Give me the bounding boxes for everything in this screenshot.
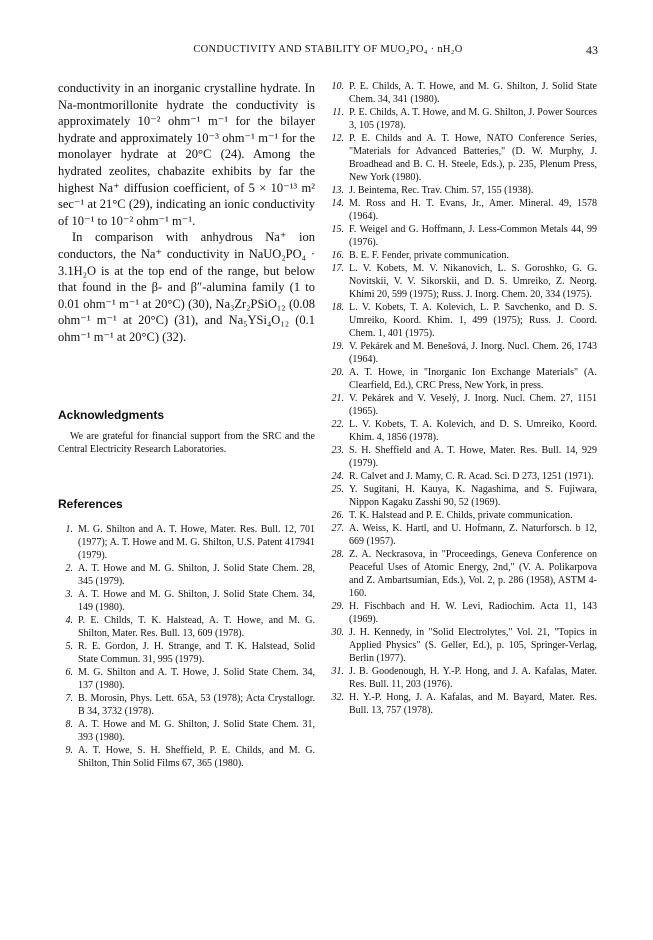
reference-item [58,562,315,588]
body-paragraph-2: In comparison with anhydrous Na⁺ ion conductors, the Na⁺ conductivity in NaUO₂PO₄ · 3.1H₂O is at the top end of the range, but below that found in the β- and β″-alumina family (1 to 0.01 ohm⁻¹ m⁻¹ at 20°C) (30), Na₃Zr₂PSiO₁₂ (0.08 ohm⁻¹ m⁻¹ at 20°C) (31), and Na₅YSi₄O₁₂ (0.1 ohm⁻¹ m⁻¹ at 20°C) (32). [58,230,315,344]
reference-item [329,483,597,509]
reference-text: V. Pekárek and V. Veselý, J. Inorg. Nucl. Chem. 27, 1151 (1965). [349,393,597,417]
reference-item [329,106,597,132]
reference-text: Y. Sugitani, H. Kauya, K. Nagashima, and S. Fujiwara, Nippon Kagaku Zasshi 90, 52 (1969). [349,484,597,508]
reference-text: P. E. Childs, T. K. Halstead, A. T. Howe, and M. G. Shilton, Mater. Res. Bull. 13, 609 (1978). [78,615,315,639]
reference-number: 23. [331,445,344,456]
reference-item [58,692,315,718]
reference-text: A. T. Howe, in "Inorganic Ion Exchange Materials" (A. Clearfield, Ed.), CRC Press, New York, in press. [349,367,597,391]
reference-item [58,588,315,614]
reference-number: 20. [331,367,344,378]
reference-item [329,301,597,340]
reference-text: S. H. Sheffield and A. T. Howe, Mater. Res. Bull. 14, 929 (1979). [349,445,597,469]
reference-number: 11. [332,107,344,118]
reference-number: 6. [65,667,73,678]
reference-text: V. Pekárek and M. Benešová, J. Inorg. Nucl. Chem. 26, 1743 (1964). [349,341,597,365]
reference-number: 8. [65,719,73,730]
reference-number: 17. [331,263,344,274]
reference-text: L. V. Kobets, M. V. Nikanovich, L. S. Goroshko, G. G. Novitskii, V. V. Sikorskii, and D. S. Umreiko, Z. Neorg. Khimi 20, 599 (1975); Russ. J. Inorg. Chem. 20, 334 (1975). [349,263,597,300]
reference-text: M. Ross and H. T. Evans, Jr., Amer. Mineral. 49, 1578 (1964). [349,198,597,222]
reference-item [58,666,315,692]
reference-item [329,509,597,522]
reference-number: 7. [65,693,73,704]
reference-text: L. V. Kobets, T. A. Kolevich, L. P. Savchenko, and D. S. Umreiko, Koord. Khim. 1, 499 (1975); Russ. J. Coord. Chem. 1, 401 (1975). [349,302,597,339]
reference-number: 29. [331,601,344,612]
reference-number: 30. [331,627,344,638]
reference-number: 24. [331,471,344,482]
reference-number: 32. [331,692,344,703]
reference-number: 14. [331,198,344,209]
reference-text: B. Morosin, Phys. Lett. 65A, 53 (1978); Acta Crystallogr. B 34, 3732 (1978). [78,693,315,717]
reference-item [329,418,597,444]
reference-text: J. H. Kennedy, in "Solid Electrolytes," Vol. 21, "Topics in Applied Physics" (S. Geller, Ed.), p. 105, Springer-Verlag, Berlin (1977). [349,627,597,664]
reference-item [329,262,597,301]
reference-item [329,197,597,223]
reference-text: R. Calvet and J. Mamy, C. R. Acad. Sci. D 273, 1251 (1971). [349,471,594,482]
reference-text: P. E. Childs and A. T. Howe, NATO Conference Series, "Materials for Advanced Batteries," (D. W. Murphy, J. Broadhead and B. C. H. Steele, Eds.), p. 235, Plenum Press, New York (1980). [349,133,597,183]
reference-text: F. Weigel and G. Hoffmann, J. Less-Common Metals 44, 99 (1976). [349,224,597,248]
reference-item [329,132,597,184]
reference-item [58,523,315,562]
reference-item [329,470,597,483]
running-head: CONDUCTIVITY AND STABILITY OF MUO₂PO₄ · nH₂O [193,44,463,55]
reference-number: 31. [331,666,344,677]
reference-text: M. G. Shilton and A. T. Howe, J. Solid State Chem. 34, 137 (1980). [78,667,315,691]
references-list-left [58,523,315,770]
reference-item [58,640,315,666]
reference-item [329,184,597,197]
reference-text: J. B. Goodenough, H. Y.-P. Hong, and J. A. Kafalas, Mater. Res. Bull. 11, 203 (1976). [349,666,597,690]
page-header [58,44,598,60]
reference-number: 22. [331,419,344,430]
references-heading: References [58,497,123,511]
reference-number: 15. [331,224,344,235]
reference-text: A. T. Howe, S. H. Sheffield, P. E. Childs, and M. G. Shilton, Thin Solid Films 67, 365 (1980). [78,745,315,769]
reference-number: 4. [65,615,73,626]
reference-text: P. E. Childs, A. T. Howe, and M. G. Shilton, J. Power Sources 3, 105 (1978). [349,107,597,131]
reference-item [329,249,597,262]
reference-item [329,665,597,691]
reference-text: H. Y.-P. Hong, J. A. Kafalas, and M. Bayard, Mater. Res. Bull. 13, 757 (1978). [349,692,597,716]
reference-number: 10. [331,81,344,92]
reference-item [329,548,597,600]
reference-item [329,392,597,418]
reference-text: H. Fischbach and H. W. Levi, Radiochim. Acta 11, 143 (1969). [349,601,597,625]
reference-text: B. E. F. Fender, private communication. [349,250,509,261]
reference-number: 19. [331,341,344,352]
reference-text: M. G. Shilton and A. T. Howe, Mater. Res. Bull. 12, 701 (1977); A. T. Howe and M. G. Shilton, U.S. Patent 417941 (1979). [78,524,315,561]
reference-number: 27. [331,523,344,534]
reference-text: J. Beintema, Rec. Trav. Chim. 57, 155 (1938). [349,185,534,196]
reference-item [329,522,597,548]
reference-number: 16. [331,250,344,261]
reference-item [329,444,597,470]
page-number: 43 [586,43,598,57]
reference-text: A. T. Howe and M. G. Shilton, J. Solid State Chem. 28, 345 (1979). [78,563,315,587]
reference-number: 13. [331,185,344,196]
reference-text: A. Weiss, K. Hartl, and U. Hofmann, Z. Naturforsch. b 12, 669 (1957). [349,523,597,547]
reference-item [58,744,315,770]
references-heading-block [58,497,315,511]
reference-text: L. V. Kobets, T. A. Kolevich, and D. S. Umreiko, Koord. Khim. 4, 1856 (1978). [349,419,597,443]
reference-number: 9. [65,745,73,756]
reference-number: 28. [331,549,344,560]
reference-item [329,626,597,665]
reference-item [329,340,597,366]
reference-item [58,614,315,640]
reference-item [329,366,597,392]
reference-number: 5. [65,641,73,652]
reference-number: 3. [65,589,73,600]
reference-item [329,600,597,626]
body-paragraph-1: conductivity in an inorganic crystalline hydrate. In Na-montmorillonite hydrate the conductivity is approximately 10⁻² ohm⁻¹ m⁻¹ for the bilayer hydrate and approximately 10⁻³ ohm⁻¹ m⁻¹ for the monolayer hydrate at 20°C (24). Among the hydrated zeolites, chabazite exhibits by far the highest Na⁺ diffusion coefficient, of 5 × 10⁻¹³ m² sec⁻¹ at 21°C (29), indicating an ionic conductivity of 10⁻¹ to 10⁻² ohm⁻¹ m⁻¹. [58,81,315,228]
reference-number: 21. [331,393,344,404]
reference-text: P. E. Childs, A. T. Howe, and M. G. Shilton, J. Solid State Chem. 34, 341 (1980). [349,81,597,105]
reference-item [329,223,597,249]
reference-number: 12. [331,133,344,144]
reference-item [329,691,597,717]
reference-text: A. T. Howe and M. G. Shilton, J. Solid State Chem. 31, 393 (1980). [78,719,315,743]
acknowledgments-heading: Acknowledgments [58,408,165,422]
reference-text: Z. A. Neckrasova, in "Proceedings, Geneva Conference on Peaceful Uses of Atomic Energy, 2nd," (V. A. Polikarpova and Z. Ambartsumian, Eds.), Vol. 2, p. 286 (1958), ASTM 4-160. [349,549,597,599]
reference-number: 26. [331,510,344,521]
reference-text: R. E. Gordon, J. H. Strange, and T. K. Halstead, Solid State Commun. 31, 995 (1979). [78,641,315,665]
reference-number: 25. [331,484,344,495]
reference-item [58,718,315,744]
reference-number: 1. [65,524,73,535]
references-list-right [329,80,597,717]
reference-item [329,80,597,106]
reference-text: A. T. Howe and M. G. Shilton, J. Solid State Chem. 34, 149 (1980). [78,589,315,613]
acknowledgments-section [58,408,315,456]
reference-text: T. K. Halstead and P. E. Childs, private communication. [349,510,573,521]
reference-number: 2. [65,563,73,574]
left-column [58,80,315,769]
acknowledgments-text: We are grateful for financial support from the SRC and the Central Electricity Research Laboratories. [58,431,315,455]
reference-number: 18. [331,302,344,313]
